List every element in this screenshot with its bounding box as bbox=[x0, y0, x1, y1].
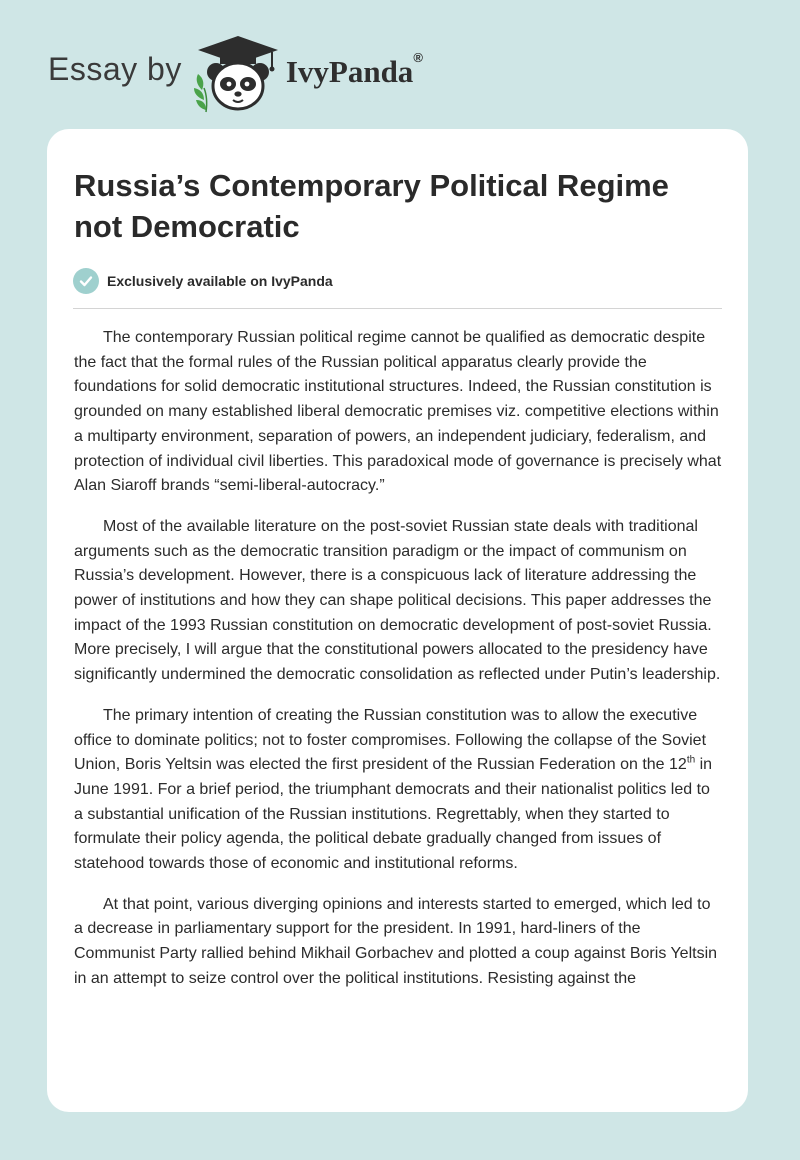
exclusive-badge-label: Exclusively available on IvyPanda bbox=[107, 273, 333, 289]
paragraph: Most of the available literature on the post-soviet Russian state deals with traditional arguments such as the democratic transition paradigm or the impact of communism on Russia’s development. However, there is a conspicuous lack of literature addressing the power of institutions and how they can shape political decisions. This paper addresses the impact of the 1993 Russian constitution on democratic development of post-soviet Russia. More precisely, I will argue that the constitutional powers allocated to the presidency have significantly undermined the democratic consolidation as reflected under Putin’s leadership. bbox=[74, 517, 721, 684]
paragraph: At that point, various diverging opinions and interests started to emerged, which led to a decrease in parliamentary support for the president. In 1991, hard-liners of the Communist Party rallied behind Mikhail Gorbachev and plotted a coup against Boris Yeltsin in an attempt to seize control over the political institutions. Resisting against the bbox=[74, 895, 718, 987]
essay-card bbox=[47, 129, 748, 1112]
panda-graduate-icon[interactable] bbox=[192, 34, 284, 114]
exclusive-badge bbox=[73, 267, 748, 295]
essay-title: Russia’s Contemporary Political Regime not Democratic bbox=[74, 168, 669, 244]
brand-name[interactable]: IvyPanda® bbox=[285, 50, 423, 89]
ordinal-suffix: th bbox=[686, 754, 696, 766]
paragraph: The primary intention of creating the Russian constitution was to allow the executive office to dominate politics; not to foster compromises. Following the collapse of the Soviet Union, Boris Yeltsin was elected the first president of the Russian Federation on the 12th in June 1991. For a brief period, the triumphant democrats and their nationalist politics led to a substantial unification of the Russian institutions. Regrettably, when they started to formulate their policy agenda, the political debate gradually changed from issues of statehood towards those of economic and institutional reforms. bbox=[74, 706, 713, 873]
essay-body bbox=[74, 326, 722, 992]
check-icon bbox=[73, 268, 99, 294]
paragraph: The contemporary Russian political regime cannot be qualified as democratic despite the fact that the formal rules of the Russian political apparatus clearly provide the foundations for solid democratic institutional structures. Indeed, the Russian constitution is grounded on many established liberal democratic premises viz. competitive elections within a multiparty environment, separation of powers, an independent judiciary, federalism, and protection of individual civil liberties. This paradoxical mode of governance is precisely what Alan Siaroff brands “semi-liberal-autocracy.” bbox=[74, 329, 722, 495]
site-header bbox=[48, 34, 423, 114]
registered-mark: ® bbox=[413, 50, 423, 65]
essay-by-label: Essay by bbox=[48, 50, 182, 87]
title-divider bbox=[73, 308, 722, 309]
